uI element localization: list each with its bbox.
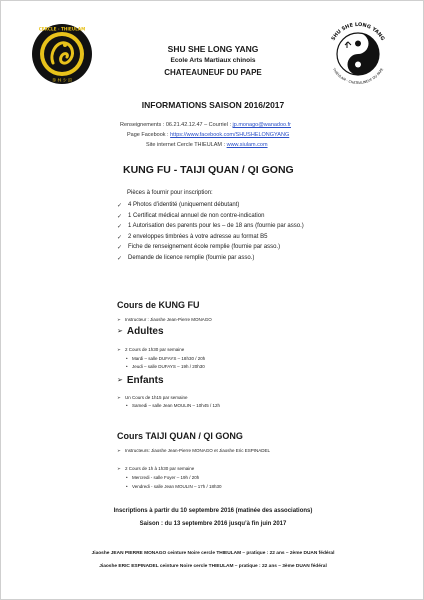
taiji-schedule-intro: 2 Cours de 1h à 1h30 par semaine (125, 466, 195, 471)
kids-heading (117, 375, 164, 386)
schedule-slot-label: Vendredi - salle Jean MOULIN – 17h / 18h30 (132, 484, 222, 489)
adults-schedule-intro: 2 Cours de 1h30 par semaine (125, 347, 185, 352)
schedule-slot (126, 403, 220, 408)
arrow-right-icon: ➢ (117, 377, 123, 385)
club-name: SHU SHE LONG YANG (167, 44, 259, 54)
schedule-slot-label: Jeudi – salle DUFAYS – 19h / 20h30 (132, 364, 205, 369)
checkmark-icon: ✓ (117, 245, 123, 251)
checkmark-icon: ✓ (117, 213, 123, 220)
adults-intro-row (117, 347, 184, 353)
facebook-label: Page Facebook : (127, 132, 171, 138)
contact-phone-row (120, 122, 291, 128)
schedule-slot (126, 475, 199, 480)
site-label: Site internet Cercle THIEULAM : (146, 142, 227, 148)
checkmark-icon: ✓ (117, 255, 123, 262)
adults-title: Adultes (126, 326, 164, 337)
adults-heading (117, 326, 164, 337)
yin-yang-logo-icon (319, 13, 397, 91)
schedule-slot-label: Mardi – salle DUFAYS – 18h30 / 20h (132, 356, 206, 361)
bullet-icon: • (126, 364, 128, 369)
list-item (117, 213, 304, 224)
list-item (117, 234, 304, 245)
facebook-link[interactable]: https://www.facebook.com/SHUSHELONGYANG (170, 132, 290, 138)
email-link[interactable]: jp.monago@wanadoo.fr (232, 122, 291, 128)
svg-text:拳 林 少 頂: 拳 林 少 頂 (52, 77, 72, 83)
taiji-intro-row (117, 466, 194, 472)
club-subtitle: Ecole Arts Martiaux chinois (170, 57, 256, 64)
arrow-right-icon: ➢ (117, 328, 123, 336)
arrow-right-icon: ➢ (117, 448, 121, 453)
taiji-title: Cours TAIJI QUAN / QI GONG (117, 431, 243, 441)
main-title: KUNG FU - TAIJI QUAN / QI GONG (123, 164, 294, 176)
schedule-slot-label: Samedi – salle Jean MOULIN – 10h45 / 12h (132, 403, 221, 408)
checkmark-icon: ✓ (117, 203, 123, 209)
kungfu-title: Cours de KUNG FU (117, 300, 200, 310)
list-item-label: 1 Certificat médical annuel de non contre-indication (128, 212, 265, 219)
footer-line-2: Jiaoshe ERIC ESPINADEL ceinture Noire cercle THIEULAM – pratique : 22 ans – 3ème DUAN fédéral (99, 564, 327, 569)
contact-facebook-row (127, 132, 289, 138)
schedule-slot-label: Mercredi - salle Foyer – 19h / 20h (132, 475, 200, 480)
bullet-icon: • (126, 484, 128, 489)
logo-right-top-text: SHU SHE LONG YANG (330, 21, 386, 42)
list-item-label: 1 Autorisation des parents pour les – de 18 ans (fournie par asso.) (128, 223, 304, 229)
documents-checklist (117, 202, 304, 265)
pieces-label: Pièces à fournir pour inscription: (127, 190, 213, 196)
dragon-logo-icon (31, 23, 93, 85)
arrow-right-icon: ➢ (117, 317, 121, 322)
site-link[interactable]: www.siulam.com (226, 142, 268, 148)
list-item-label: Fiche de renseignement école remplie (fournie par asso.) (128, 244, 281, 250)
arrow-right-icon: ➢ (117, 347, 121, 352)
list-item-label: Demande de licence remplie (fournie par asso.) (128, 254, 255, 261)
bullet-icon: • (126, 403, 128, 408)
contact-site-row (146, 142, 268, 148)
season-title: INFORMATIONS SAISON 2016/2017 (141, 100, 285, 110)
checkmark-icon: ✓ (117, 234, 123, 241)
arrow-right-icon: ➢ (117, 395, 121, 400)
list-item-label: 4 Photos d’identité (uniquement débutant) (128, 202, 240, 208)
bullet-icon: • (126, 356, 128, 361)
kids-schedule-intro: Un Cours de 1h15 par semaine (125, 395, 188, 400)
kids-title: Enfants (126, 375, 164, 386)
bullet-icon: • (126, 475, 128, 480)
schedule-slot (126, 364, 205, 369)
svg-text:CERCLE · THIEULAM: CERCLE · THIEULAM (38, 26, 86, 32)
schedule-slot (126, 484, 222, 489)
club-city: CHATEAUNEUF DU PAPE (164, 68, 262, 77)
footer-line-1: Jiaoshe JEAN PIERRE MONAGO ceinture Noire cercle THIEULAM – pratique : 22 ans – 2ème DUAN fédéral (91, 551, 335, 556)
checkmark-icon: ✓ (117, 224, 123, 230)
list-item (117, 255, 304, 266)
taiji-instructors: Instructeurs: Jiaoshe Jean-Pierre MONAGO et Jiaoshe Eric ESPINADEL (125, 448, 271, 453)
list-item (117, 223, 304, 234)
schedule-slot (126, 356, 205, 361)
logo-right-bottom-text: THIEULAM - CHATEAUNEUF DU PAPE (331, 67, 385, 86)
registration-line-1: Inscriptions à partir du 10 septembre 2016 (matinée des associations) (113, 508, 313, 514)
list-item (117, 244, 304, 255)
kungfu-instructor: Instructeur : Jiaoshe Jean-Pierre MONAGO (125, 317, 212, 322)
taiji-instructors-row (117, 448, 270, 454)
registration-line-2: Saison : du 13 septembre 2016 jusqu’à fin juin 2017 (139, 521, 287, 527)
kids-intro-row (117, 395, 188, 401)
arrow-right-icon: ➢ (117, 466, 121, 471)
kungfu-instructor-row (117, 317, 212, 323)
list-item-label: 2 enveloppes timbrées à votre adresse au format B5 (128, 233, 268, 240)
contact-phone-label: Renseignements : 06.21.42.12.47 – Courriel : (120, 122, 233, 128)
list-item (117, 202, 304, 213)
